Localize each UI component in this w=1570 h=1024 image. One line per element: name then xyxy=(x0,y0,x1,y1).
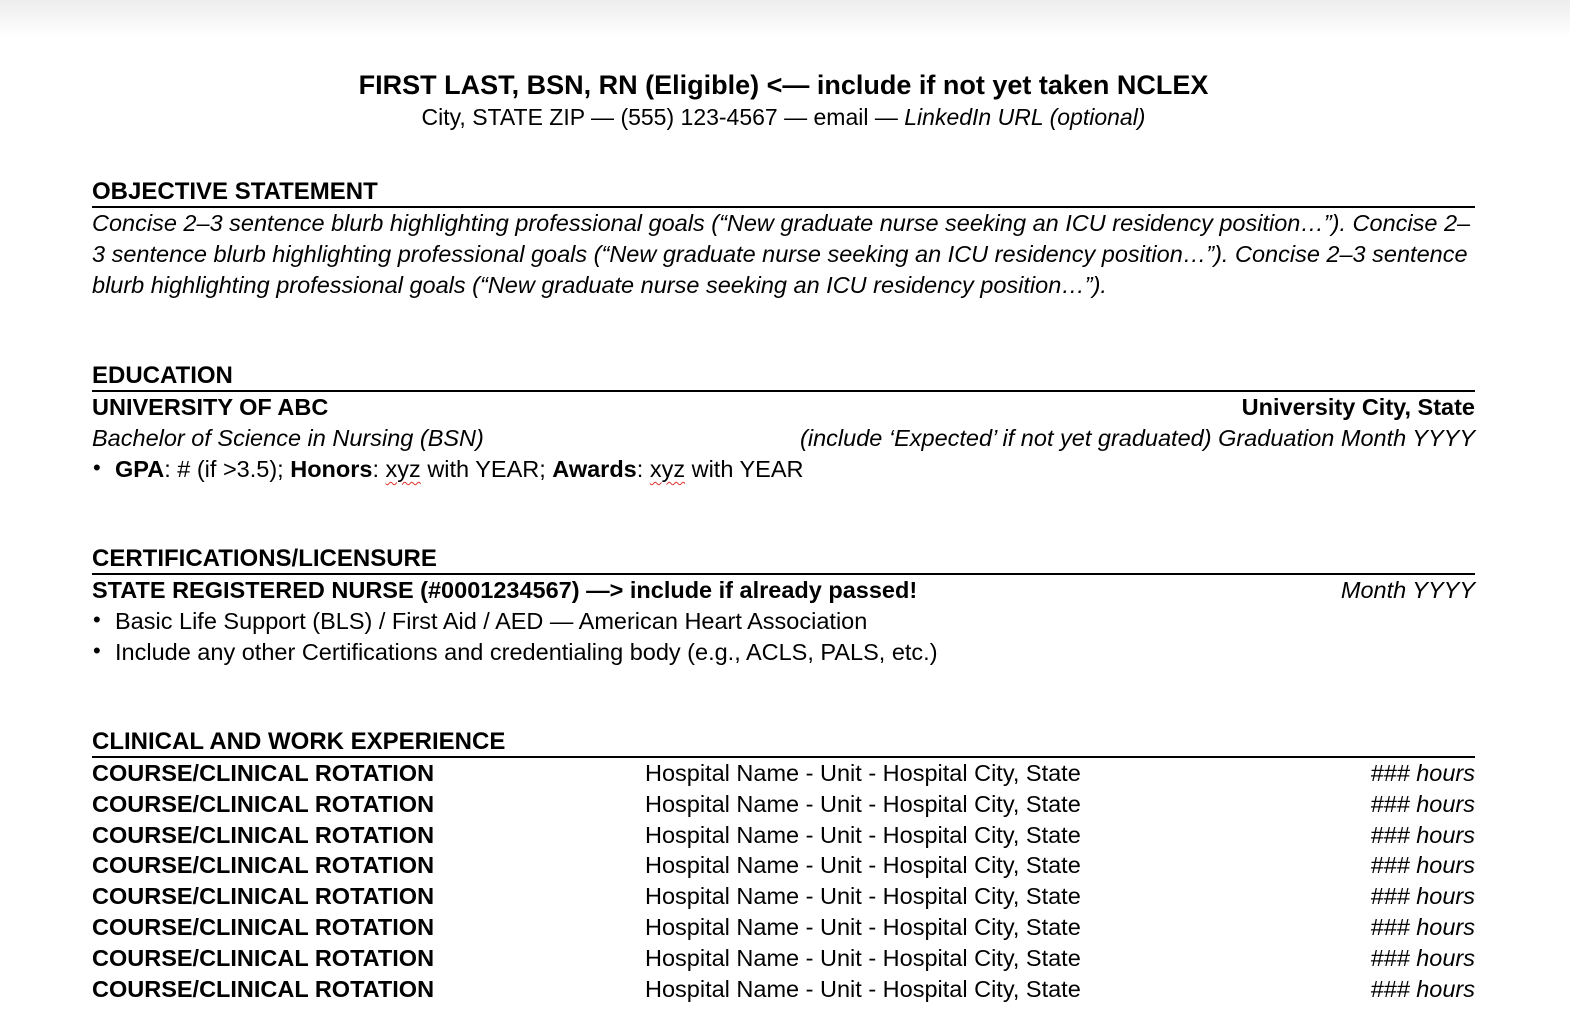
license-name: STATE REGISTERED NURSE (#0001234567) —> include if already passed! xyxy=(92,577,918,603)
course-name: COURSE/CLINICAL ROTATION xyxy=(92,883,435,910)
hospital-location: Hospital Name - Unit - Hospital City, State xyxy=(645,975,1081,1002)
honors-label: Honors xyxy=(290,456,373,482)
clinical-hours: ### hours xyxy=(1370,821,1475,848)
clinical-hours: ### hours xyxy=(1370,760,1475,786)
hospital-location: Hospital Name - Unit - Hospital City, State xyxy=(645,944,1081,971)
experience-list xyxy=(92,758,1475,1004)
clinical-hours: ### hours xyxy=(1370,790,1475,817)
gpa-label: GPA xyxy=(115,456,165,482)
honors-sep: : xyxy=(372,456,386,482)
clinical-hours: ### hours xyxy=(1370,975,1475,1002)
course-name: COURSE/CLINICAL ROTATION xyxy=(92,944,435,971)
contact-line xyxy=(92,102,1475,132)
experience-section-title: CLINICAL AND WORK EXPERIENCE xyxy=(92,726,1475,758)
linkedin-optional: LinkedIn URL (optional) xyxy=(904,104,1146,130)
gpa-honors-awards xyxy=(92,454,1475,485)
education-school-row xyxy=(92,392,1475,423)
contact-main: City, STATE ZIP — (555) 123-4567 — email — xyxy=(421,104,905,130)
course-name: COURSE/CLINICAL ROTATION xyxy=(92,821,435,848)
education-details xyxy=(92,454,1475,485)
clinical-hours: ### hours xyxy=(1370,883,1475,910)
objective-text: Concise 2–3 sentence blurb highlighting professional goals (“New graduate nurse seeking an ICU residency position…”). Concise 2–3 sentence blurb highlighting professional goals (“New graduate nurse seeking an ICU residency position…”). Concise 2–3 sentence blurb highlighting professional goals (“New graduate nurse seeking an ICU residency position…”). xyxy=(92,210,1471,298)
awards-sep: : xyxy=(636,456,650,482)
clinical-hours: ### hours xyxy=(1370,852,1475,879)
experience-row xyxy=(92,850,1475,881)
resume-page xyxy=(92,68,1475,1004)
page-top-shadow xyxy=(0,0,1570,38)
course-name: COURSE/CLINICAL ROTATION xyxy=(92,975,435,1002)
certification-item: • Include any other Certifications and credentialing body (e.g., ACLS, PALS, etc.) xyxy=(92,637,1475,668)
certification-item: • Basic Life Support (BLS) / First Aid / AED — American Heart Association xyxy=(92,606,1475,637)
experience-row xyxy=(92,789,1475,820)
honors-value: xyz xyxy=(385,456,421,482)
awards-label: Awards xyxy=(552,456,637,482)
school-location: University City, State xyxy=(1241,394,1475,420)
experience-row xyxy=(92,943,1475,974)
experience-row xyxy=(92,974,1475,1005)
hospital-location: Hospital Name - Unit - Hospital City, State xyxy=(645,760,1081,786)
hospital-location: Hospital Name - Unit - Hospital City, State xyxy=(645,790,1081,817)
experience-row xyxy=(92,820,1475,851)
education-degree-row xyxy=(92,423,1475,454)
hospital-location: Hospital Name - Unit - Hospital City, State xyxy=(645,821,1081,848)
course-name: COURSE/CLINICAL ROTATION xyxy=(92,913,435,940)
candidate-name: FIRST LAST, BSN, RN (Eligible) <— include if not yet taken NCLEX xyxy=(358,70,1209,100)
awards-tail: with YEAR xyxy=(685,456,804,482)
license-date: Month YYYY xyxy=(1340,577,1475,603)
graduation-date: (include ‘Expected’ if not yet graduated) Graduation Month YYYY xyxy=(800,425,1475,451)
course-name: COURSE/CLINICAL ROTATION xyxy=(92,760,435,786)
license-row xyxy=(92,575,1475,606)
course-name: COURSE/CLINICAL ROTATION xyxy=(92,852,435,879)
course-name: COURSE/CLINICAL ROTATION xyxy=(92,790,435,817)
hospital-location: Hospital Name - Unit - Hospital City, State xyxy=(645,913,1081,940)
degree: Bachelor of Science in Nursing (BSN) xyxy=(92,425,484,451)
certifications-section-title: CERTIFICATIONS/LICENSURE xyxy=(92,543,1475,575)
hospital-location: Hospital Name - Unit - Hospital City, State xyxy=(645,883,1081,910)
experience-row xyxy=(92,912,1475,943)
objective-section-title: OBJECTIVE STATEMENT xyxy=(92,176,1475,208)
honors-tail: with YEAR; xyxy=(420,456,553,482)
experience-row xyxy=(92,881,1475,912)
hospital-location: Hospital Name - Unit - Hospital City, State xyxy=(645,852,1081,879)
experience-row xyxy=(92,758,1475,789)
gpa-text: : # (if >3.5); xyxy=(164,456,291,482)
education-section-title: EDUCATION xyxy=(92,360,1475,392)
school-name: UNIVERSITY OF ABC xyxy=(92,394,329,420)
clinical-hours: ### hours xyxy=(1370,913,1475,940)
awards-value: xyz xyxy=(649,456,686,482)
clinical-hours: ### hours xyxy=(1370,944,1475,971)
certification-list xyxy=(92,606,1475,668)
resume-header xyxy=(92,68,1475,132)
